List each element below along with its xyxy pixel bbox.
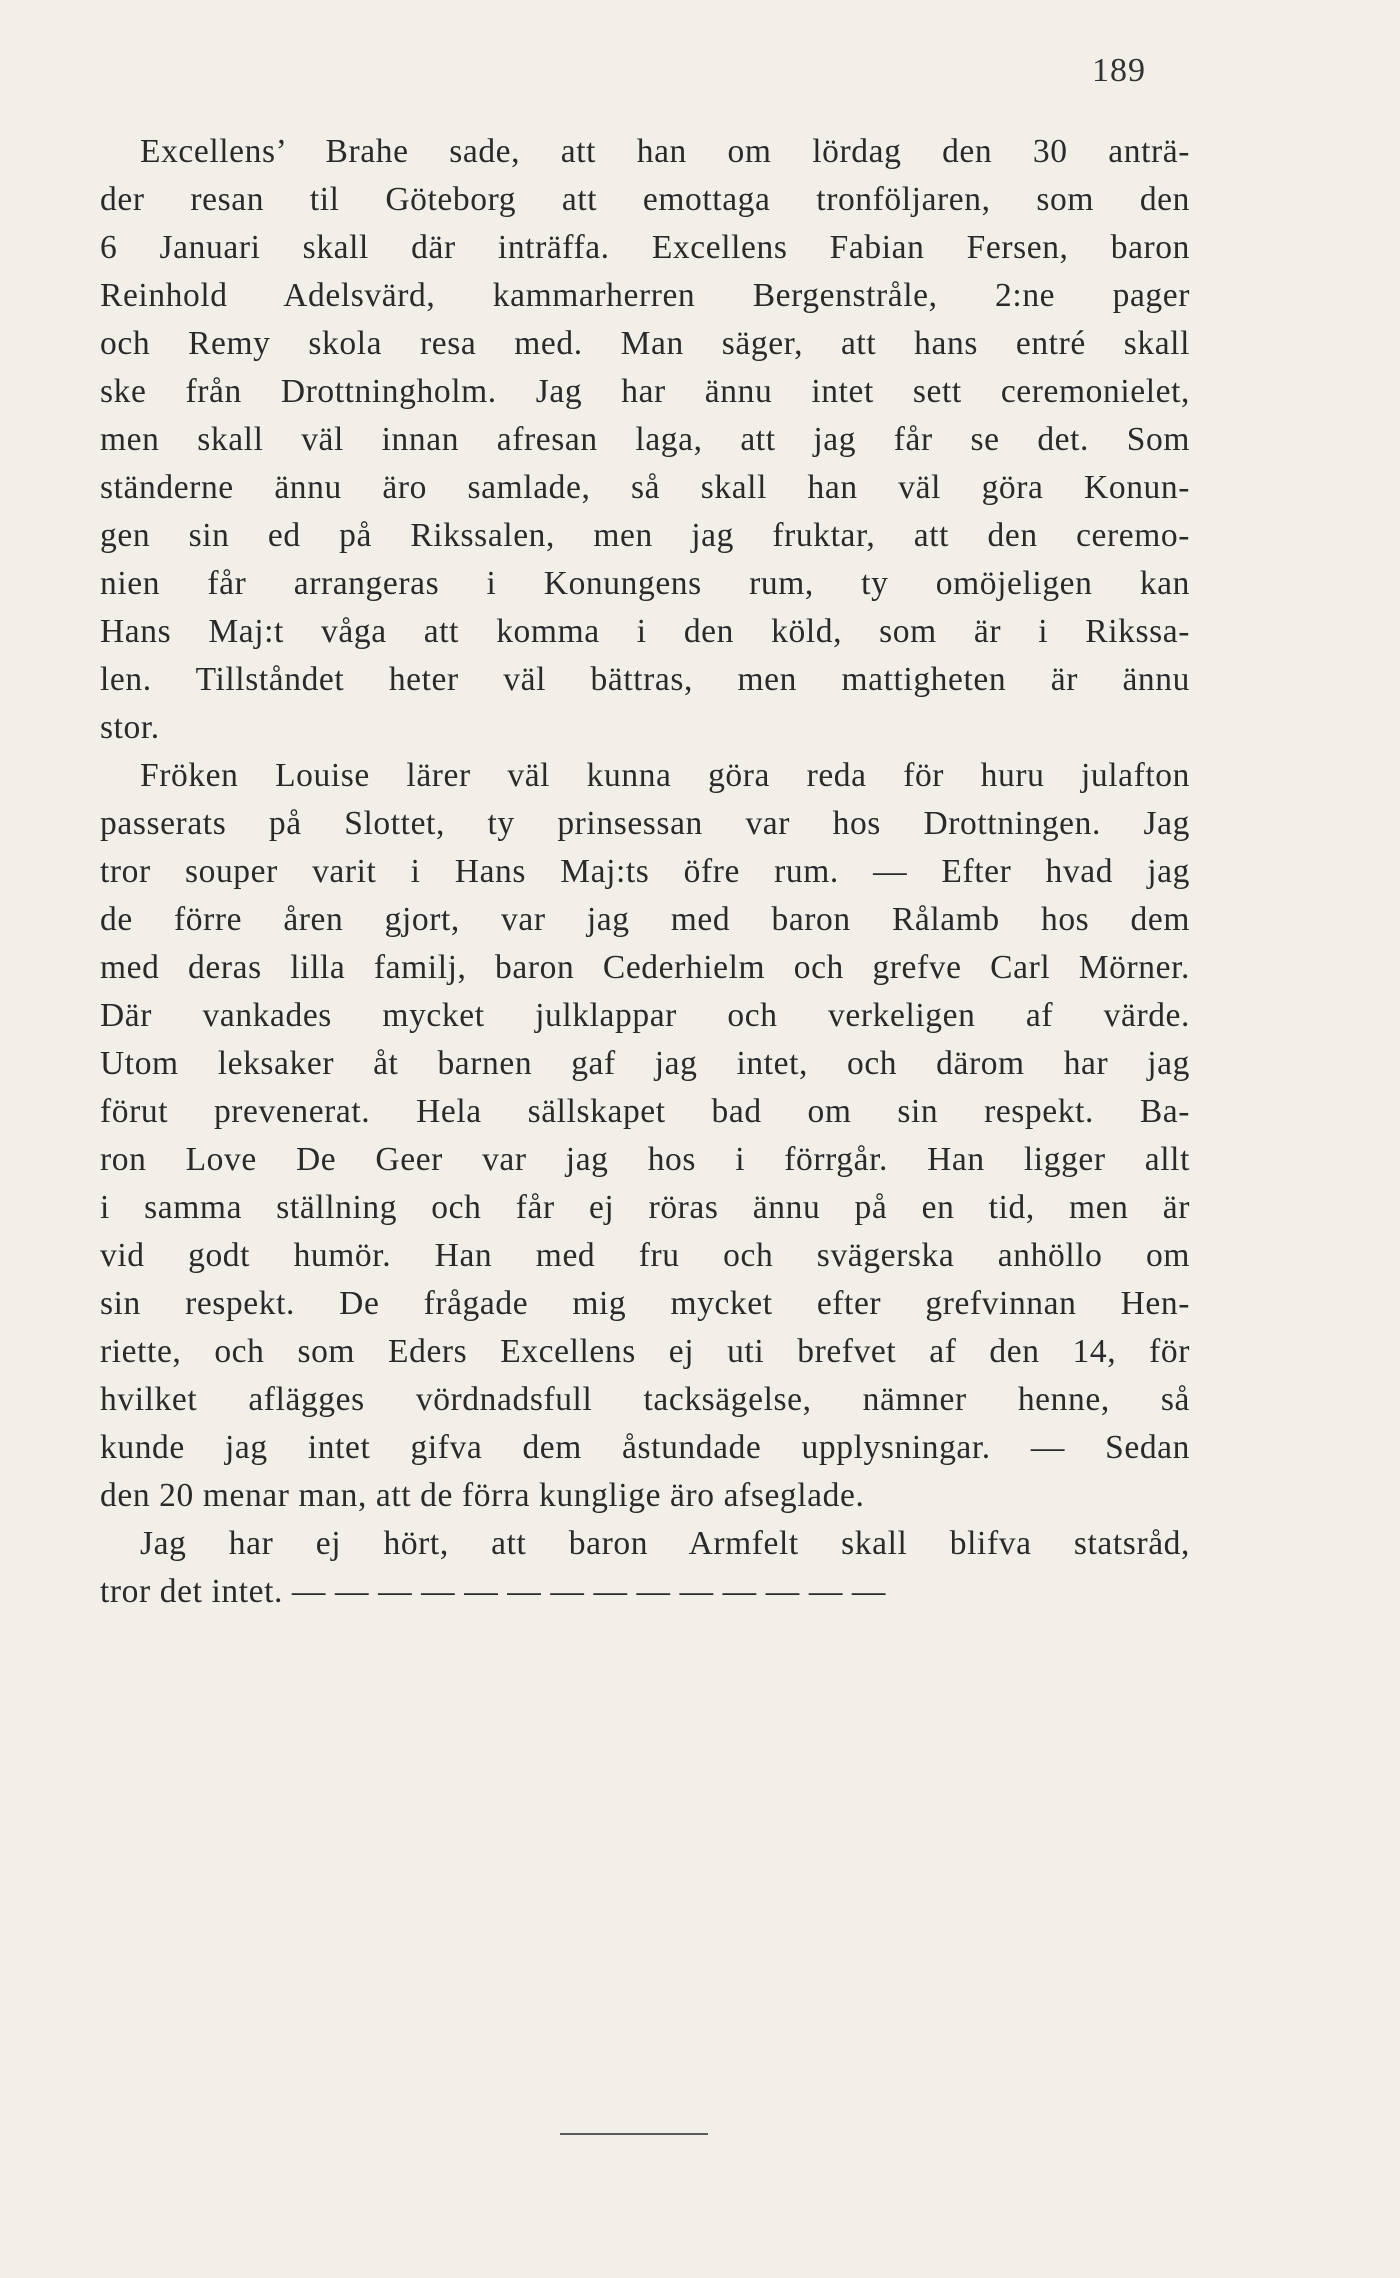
text-line: tror det intet. — — — — — — — — — — — — — — <box>100 1573 887 1610</box>
text-line: stor. <box>100 709 160 746</box>
text-line: tror souper varit i Hans Maj:ts öfre rum. — Efter hvad jag <box>100 853 1190 890</box>
text-line: Där vankades mycket julklappar och verkeligen af värde. <box>100 997 1190 1034</box>
text-line: passerats på Slottet, ty prinsessan var hos Drottningen. Jag <box>100 805 1190 842</box>
end-rule <box>560 2133 708 2135</box>
text-line: och Remy skola resa med. Man säger, att hans entré skall <box>100 325 1190 362</box>
text-line: vid godt humör. Han med fru och svägerska anhöllo om <box>100 1237 1190 1274</box>
text-line: den 20 menar man, att de förra kunglige äro afseglade. <box>100 1477 865 1514</box>
text-line: förut prevenerat. Hela sällskapet bad om sin respekt. Ba- <box>100 1093 1190 1130</box>
text-line: Hans Maj:t våga att komma i den köld, som är i Rikssa- <box>100 613 1190 650</box>
text-line: Jag har ej hört, att baron Armfelt skall blifva statsråd, <box>140 1525 1190 1562</box>
paragraph <box>100 752 1190 1520</box>
text-line: med deras lilla familj, baron Cederhielm och grefve Carl Mörner. <box>100 949 1190 986</box>
paragraph <box>100 1520 1190 1616</box>
text-line: hvilket aflägges vördnadsfull tacksägelse, nämner henne, så <box>100 1381 1190 1418</box>
text-line: Utom leksaker åt barnen gaf jag intet, och därom har jag <box>100 1045 1190 1082</box>
text-line: len. Tillståndet heter väl bättras, men mattigheten är ännu <box>100 661 1190 698</box>
text-line: i samma ställning och får ej röras ännu på en tid, men är <box>100 1189 1190 1226</box>
text-line: Reinhold Adelsvärd, kammarherren Bergenstråle, 2:ne pager <box>100 277 1190 314</box>
text-line: nien får arrangeras i Konungens rum, ty omöjeligen kan <box>100 565 1190 602</box>
text-line: kunde jag intet gifva dem åstundade upplysningar. — Sedan <box>100 1429 1190 1466</box>
text-line: gen sin ed på Rikssalen, men jag fruktar, att den ceremo- <box>100 517 1190 554</box>
text-line: ständerne ännu äro samlade, så skall han väl göra Konun- <box>100 469 1190 506</box>
text-line: men skall väl innan afresan laga, att jag får se det. Som <box>100 421 1190 458</box>
text-line: ron Love De Geer var jag hos i förrgår. Han ligger allt <box>100 1141 1190 1178</box>
page-number: 189 <box>1092 52 1146 89</box>
text-line: ske från Drottningholm. Jag har ännu intet sett ceremonielet, <box>100 373 1190 410</box>
text-line: 6 Januari skall där inträffa. Excellens Fabian Fersen, baron <box>100 229 1190 266</box>
text-line: der resan til Göteborg att emottaga tronföljaren, som den <box>100 181 1190 218</box>
paragraph <box>100 128 1190 752</box>
text-line: sin respekt. De frågade mig mycket efter grefvinnan Hen- <box>100 1285 1190 1322</box>
text-line: Fröken Louise lärer väl kunna göra reda för huru julafton <box>140 757 1190 794</box>
text-line: de förre åren gjort, var jag med baron Rålamb hos dem <box>100 901 1190 938</box>
text-line: Excellens’ Brahe sade, att han om lördag den 30 anträ- <box>140 133 1190 170</box>
body-text <box>100 128 1190 1616</box>
text-line: riette, och som Eders Excellens ej uti brefvet af den 14, för <box>100 1333 1190 1370</box>
